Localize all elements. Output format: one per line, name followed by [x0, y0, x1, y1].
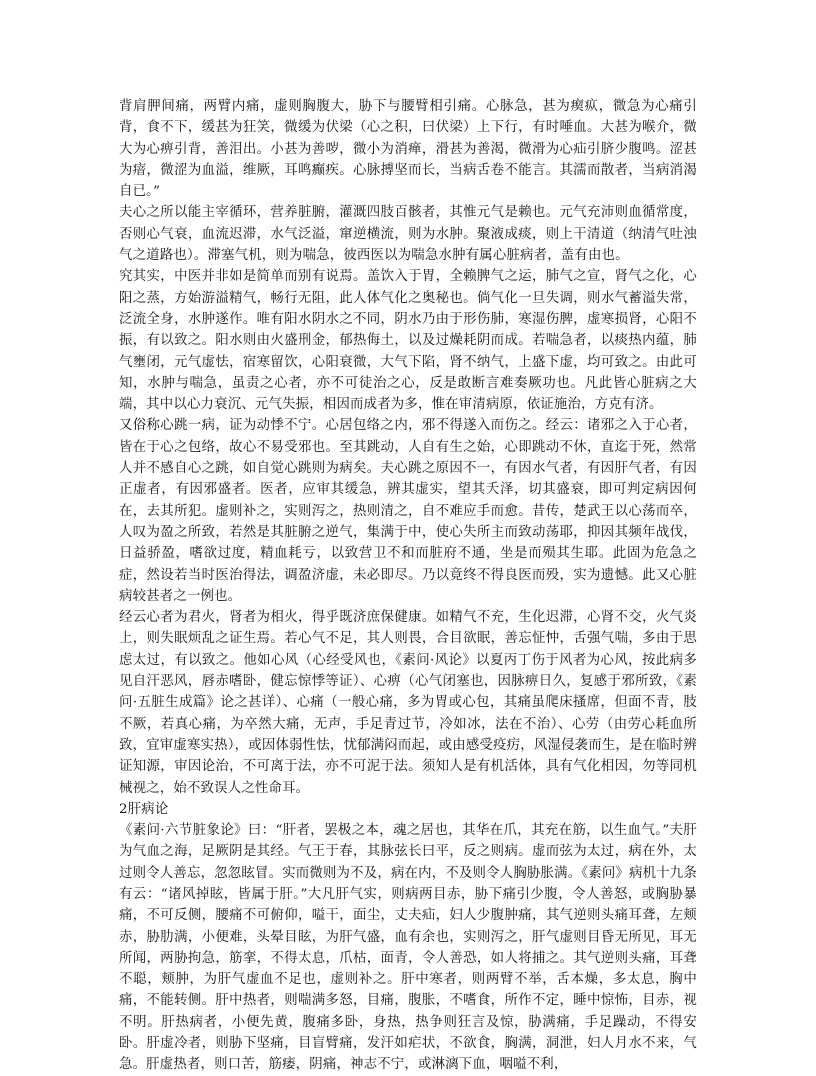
document-page [119, 96, 697, 1076]
paragraph-palpitation: 又俗称心跳一病，证为动悸不宁。心居包络之内，邪不得遂入而伤之。经云：诸邪之入于心者，皆在于心之包络，故心不易受邪也。至其跳动，人自有生之始，心即跳动不休，直迄于死，然常人并不感自心之跳，如自觉心跳则为病矣。夫心跳之原因不一，有因水气者，有因肝气者，有因正虚者，有因邪盛者。医者，应审其缓急，辨其虚实，望其夭泽，切其盛衰，即可判定病因何在，去其所犯。虚则补之，实则泻之，热则清之，自不难应手而愈。昔传，楚武王以心荡而卒，人叹为盈之所致，若然是其脏腑之逆气，集满于中，使心失所主而致动荡耶，抑因其频年战伐，日益骄盈，嗜欲过度，精血耗亏，以致营卫不和而脏府不通，坐是而殒其生耶。此固为危急之症，然设若当时医治得法，调盈济虚，未必即尽。乃以竟终不得良医而殁，实为遗憾。此又心脏病较甚者之一例也。 [119, 418, 697, 604]
section-heading-liver: 2肝病论 [119, 801, 169, 817]
paragraph-heart-kidney: 经云心者为君火，肾者为相火，得乎既济庶保健康。如精气不充，生化迟滞，心肾不交，火气炎上，则失眠烦乱之证生焉。若心气不足，其人则畏，合目欲眠，善忘怔忡，舌强气喘，多由于思虑太过，有以致之。他如心风（心经受风也，《素问·风论》以夏丙丁伤于风者为心风，按此病多见自汗恶风，唇赤嗜卧，健忘惊悸等证）、心痹（心气闭塞也，因脉痹日久，复感于邪所致，《素问·五脏生成篇》论之甚详）、心痛（一般心痛，多为胃或心包，其痛虽爬床搔席，但面不青，肢不厥，若真心痛，为卒然大痛，无声，手足青过节，冷如冰，法在不治）、心劳（由劳心耗血所致，宜审虚寒实热），或因体弱性怯，忧郁满闷而起，或由感受疫疠，风湿侵袭而生，是在临时辨证知源，审因论治，不可离于法，亦不可泥于法。须知人是有机活体，具有气化相因，勿等同机械视之，始不致误人之性命耳。 [119, 610, 697, 796]
paragraph-heart-yuanqi: 夫心之所以能主宰循环，营养脏腑，灌溉四肢百骸者，其惟元气是赖也。元气充沛则血循常度，否则心气衰，血流迟滞，水气泛溢，窜逆横流，则为水肿。聚液成痰，则上干清道（纳清气吐浊气之道路也）。滞塞气机，则为喘急，彼西医以为喘急水肿有属心脏病者，盖有由也。 [119, 205, 697, 264]
paragraph-heart-pulse: 背肩胛间痛，两臂内痛，虚则胸腹大，胁下与腰臂相引痛。心脉急，甚为瘈疭，微急为心痛引背，食不下，缓甚为狂笑，微缓为伏梁（心之积，曰伏梁）上下行，有时唾血。大甚为喉介，微大为心痹引背，善泪出。小甚为善哕，微小为消瘅，滑甚为善渴，微滑为心疝引脐少腹鸣。涩甚为瘖，微涩为血溢，维厥，耳鸣癫疾。心脉搏坚而长，当病舌卷不能言。其濡而散者，当病消渴自已。” [119, 99, 697, 200]
paragraph-liver-disease: 《素问·六节脏象论》曰：“肝者，罢极之本，魂之居也，其华在爪，其充在筋，以生血气。”夫肝为气血之海，足厥阴是其经。气王于春，其脉弦长曰平，反之则病。虚而弦为太过，病在外，太过则令人善忘，忽忽眩冒。实而微则为不及，病在内，不及则令人胸胁胀满。《素问》病机十九条有云：“诸风掉眩，皆属于肝。”大凡肝气实，则病两目赤，胁下痛引少腹，令人善怒，或胸胁暴痛，不可反侧，腰痛不可俯仰，嗌干，面尘，丈夫疝，妇人少腹肿痛，其气逆则头痛耳聋，左颊赤，胁肋满，小便难，头晕目眩，为肝气盛，血有余也，实则泻之，肝气虚则目昏无所见，耳无所闻，两胁拘急，筋挛，不得太息，爪枯，面青，令人善恐，如人将捕之。其气逆则头痛，耳聋不聪，颊肿，为肝气虚血不足也，虚则补之。肝中寒者，则两臂不举，舌本燥，多太息，胸中痛，不能转侧。肝中热者，则喘满多怒，目痛，腹胀，不嗜食，所作不定，睡中惊怖，目赤，视不明。肝热病者，小便先黄，腹痛多卧，身热，热争则狂言及惊，胁满痛，手足躁动，不得安卧。肝虚冷者，则胁下坚痛，目盲臂痛，发汗如疟状，不欲食，胸满，洞泄，妇人月水不来，气急。肝虚热者，则口苦，筋痿，阴痛，神志不宁，或淋漓下血，咽嗌不利， [119, 823, 697, 1073]
paragraph-edema-dyspnea: 究其实，中医并非如是简单而别有说焉。盖饮入于胃，全赖脾气之运，肺气之宣，肾气之化，心阳之蒸，方始游溢精气，畅行无阻，此人体气化之奥秘也。倘气化一旦失调，则水气蓄溢失常，泛流全身，水肿遂作。唯有阳水阴水之不同，阴水乃由于形伤肺，寒湿伤脾，虚寒损肾，心阳不振，有以致之。阳水则由火盛刑金，郁热侮土，以及过燥耗阴而成。若喘急者，以痰热内蕴，肺气壅闭，元气虚怯，宿寒留饮，心阳衰微，大气下陷，肾不纳气，上盛下虚，均可致之。由此可知，水肿与喘急，虽责之心者，亦不可徒治之心，反是敢断言难奏厥功也。凡此皆心脏病之大端，其中以心力衰沉、元气失振，相因而成者为多，惟在审清病原，依证施治，方克有济。 [119, 269, 697, 413]
